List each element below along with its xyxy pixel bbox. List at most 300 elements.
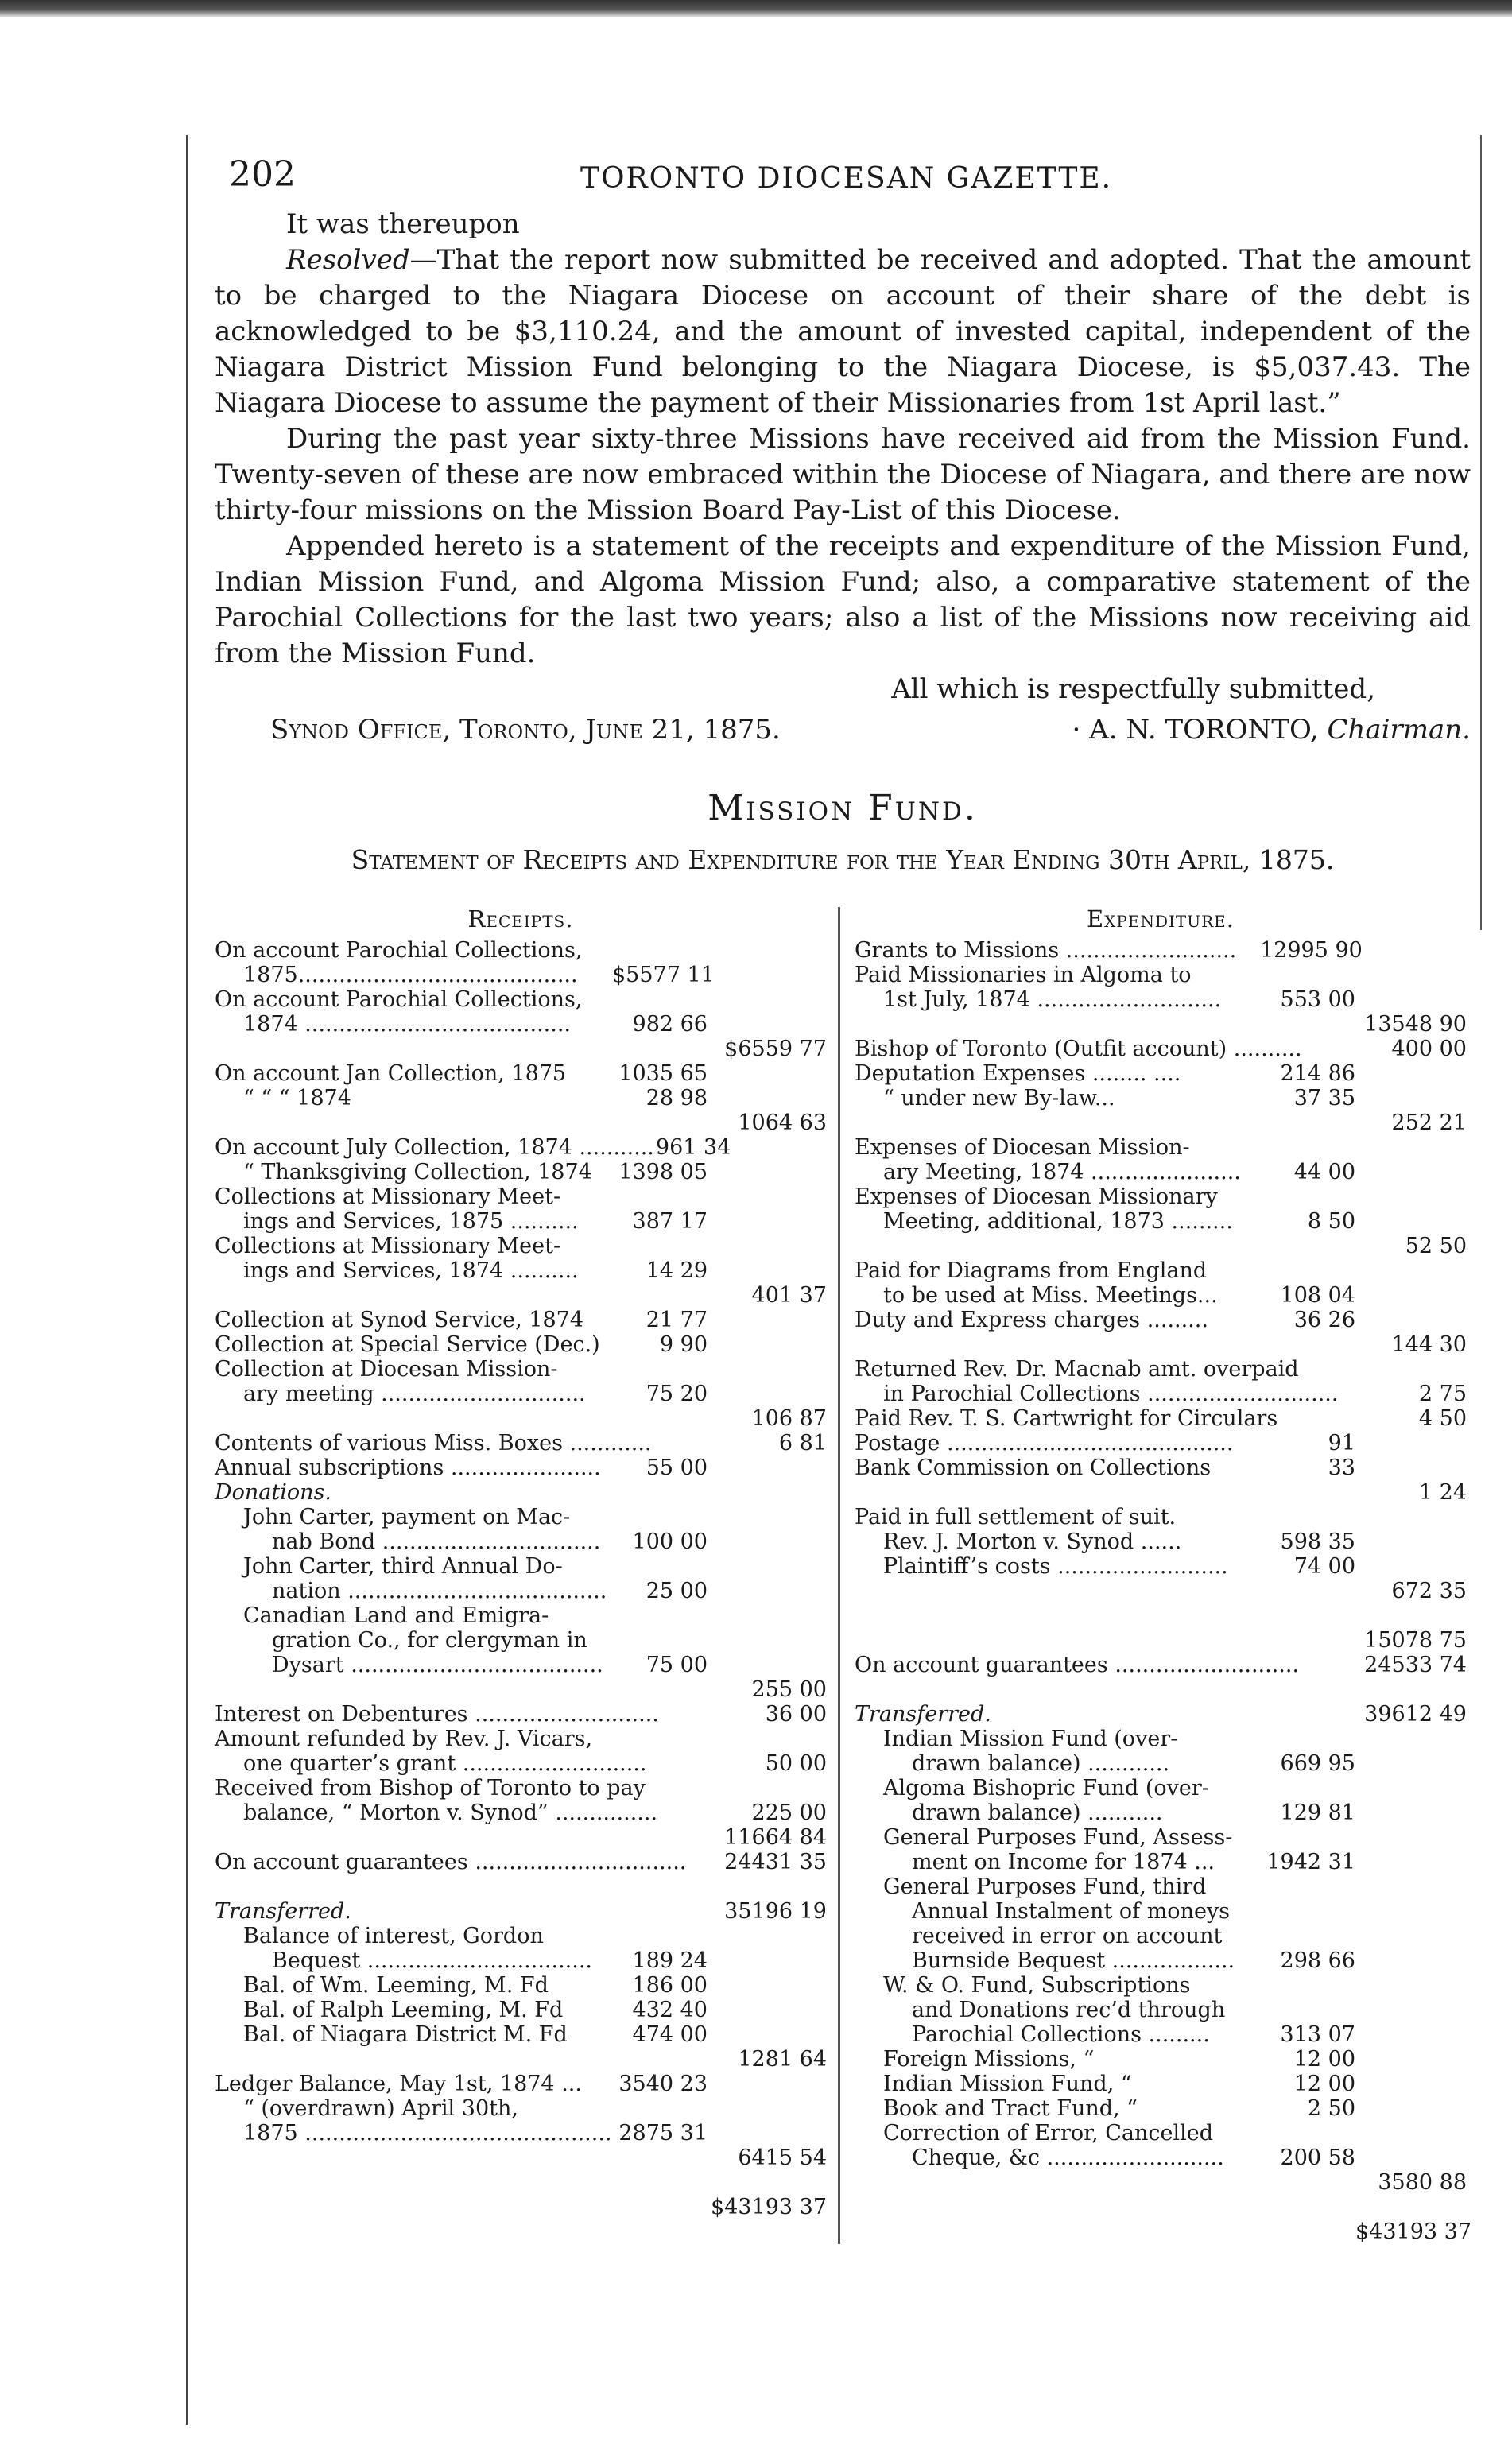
expenditure-row-desc: Burnside Bequest .................. bbox=[912, 1948, 1235, 1973]
expenditure-row-desc bbox=[855, 1332, 1260, 1357]
expenditure-row-desc: Paid for Diagrams from England bbox=[855, 1258, 1208, 1283]
receipts-row bbox=[215, 987, 827, 1012]
expenditure-row-amount: 36 26 bbox=[1293, 1308, 1355, 1332]
expenditure-row-desc: Rev. J. Morton v. Synod ...... bbox=[883, 1529, 1182, 1554]
expenditure-row bbox=[855, 1480, 1467, 1505]
receipts-row bbox=[215, 1332, 827, 1357]
receipts-row-desc: Dysart ..................................... bbox=[272, 1653, 603, 1677]
expenditure-row-amount: 200 58 bbox=[1280, 2146, 1355, 2170]
expenditure-row bbox=[855, 2146, 1467, 2170]
receipts-row bbox=[215, 1308, 827, 1332]
expenditure-row-desc: General Purposes Fund, third bbox=[883, 1874, 1207, 1899]
expenditure-row bbox=[855, 1924, 1467, 1948]
receipts-row bbox=[215, 1677, 827, 1702]
expenditure-row bbox=[855, 1135, 1467, 1160]
receipts-row bbox=[215, 2072, 827, 2096]
receipts-row-amount: 474 00 bbox=[632, 2022, 708, 2047]
receipts-row-desc: 1875 ............................................. bbox=[243, 2121, 612, 2146]
receipts-row-desc: On account July Collection, 1874 ........... bbox=[215, 1135, 654, 1160]
receipts-row bbox=[215, 1111, 827, 1135]
receipts-row bbox=[215, 2146, 827, 2170]
expenditure-row-desc: Indian Mission Fund, “ bbox=[883, 2072, 1132, 2096]
expenditure-row-desc: W. & O. Fund, Subscriptions bbox=[883, 1973, 1191, 1998]
expenditure-row bbox=[855, 1308, 1467, 1332]
expenditure-row-amount: 1942 31 bbox=[1266, 1850, 1355, 1874]
receipts-row-total: 35196 19 bbox=[724, 1899, 827, 1924]
expenditure-row-total: $43193 37 bbox=[1355, 2219, 1472, 2244]
receipts-row bbox=[215, 963, 827, 987]
paragraph-thereupon: It was thereupon bbox=[286, 208, 520, 240]
expenditure-row-desc bbox=[855, 2170, 1260, 2195]
receipts-row-desc: Annual subscriptions ...................... bbox=[215, 1456, 601, 1480]
expenditure-row-desc: Book and Tract Fund, “ bbox=[883, 2096, 1138, 2121]
expenditure-row-desc: Duty and Express charges ......... bbox=[855, 1308, 1208, 1332]
receipts-row-total: $43193 37 bbox=[710, 2195, 827, 2219]
expenditure-row bbox=[855, 1948, 1467, 1973]
receipts-row-amount: 982 66 bbox=[632, 1012, 708, 1037]
expenditure-row-desc bbox=[855, 1628, 1260, 1653]
expenditure-row bbox=[855, 1160, 1467, 1184]
receipts-row bbox=[215, 1727, 827, 1751]
receipts-row-desc: 1874 ....................................... bbox=[243, 1012, 572, 1037]
receipts-row-amount: 186 00 bbox=[632, 1973, 708, 1998]
receipts-row-desc bbox=[215, 1406, 612, 1431]
receipts-row bbox=[215, 1899, 827, 1924]
expenditure-row bbox=[855, 1431, 1467, 1456]
receipts-row bbox=[215, 1061, 827, 1086]
expenditure-row-desc: Cheque, &c .......................... bbox=[912, 2146, 1224, 2170]
receipts-row bbox=[215, 1702, 827, 1727]
expenditure-row bbox=[855, 1899, 1467, 1924]
receipts-row-total: 1064 63 bbox=[738, 1111, 827, 1135]
receipts-row-amount: 961 34 bbox=[655, 1135, 731, 1160]
page-header bbox=[215, 135, 1471, 207]
expenditure-row-amount: 669 95 bbox=[1280, 1751, 1355, 1776]
expenditure-row-total: 672 35 bbox=[1391, 1579, 1467, 1603]
receipts-row-desc: Collection at Special Service (Dec.) bbox=[215, 1332, 600, 1357]
receipts-row-total: 50 00 bbox=[765, 1751, 827, 1776]
expenditure-row-desc: Paid in full settlement of suit. bbox=[855, 1505, 1177, 1529]
expenditure-row bbox=[855, 1529, 1467, 1554]
receipts-row-amount: 2875 31 bbox=[618, 2121, 708, 2146]
receipts-row bbox=[215, 1825, 827, 1850]
expenditure-row bbox=[855, 963, 1467, 987]
expenditure-heading: Expenditure. bbox=[1087, 905, 1235, 932]
expenditure-row-total: 144 30 bbox=[1391, 1332, 1467, 1357]
expenditure-row-desc: Correction of Error, Cancelled bbox=[883, 2121, 1214, 2146]
receipts-row-desc: Collections at Missionary Meet- bbox=[215, 1184, 561, 1209]
expenditure-row bbox=[855, 2121, 1467, 2146]
receipts-row-desc bbox=[215, 2195, 612, 2219]
receipts-heading: Receipts. bbox=[467, 905, 574, 932]
expenditure-row-desc bbox=[855, 1677, 1260, 1702]
signatory-name: · A. N. TORONTO, bbox=[1072, 714, 1319, 746]
receipts-row bbox=[215, 1012, 827, 1037]
expenditure-row-desc: Plaintiff’s costs ......................... bbox=[883, 1554, 1228, 1579]
receipts-row bbox=[215, 1628, 827, 1653]
receipts-row-desc: gration Co., for clergyman in bbox=[272, 1628, 587, 1653]
expenditure-row bbox=[855, 1184, 1467, 1209]
expenditure-row-desc: and Donations rec’d through bbox=[912, 1998, 1226, 2022]
expenditure-row bbox=[855, 1456, 1467, 1480]
expenditure-row-desc bbox=[855, 1480, 1260, 1505]
expenditure-row-amount: 91 bbox=[1328, 1431, 1355, 1456]
expenditure-row-amount: 298 66 bbox=[1280, 1948, 1355, 1973]
receipts-row bbox=[215, 1973, 827, 1998]
receipts-row-amount: $5577 11 bbox=[612, 963, 715, 987]
receipts-row-amount: 75 20 bbox=[646, 1382, 708, 1406]
expenditure-row-total: 1 24 bbox=[1418, 1480, 1467, 1505]
receipts-row-desc: “ Thanksgiving Collection, 1874 bbox=[243, 1160, 592, 1184]
expenditure-row bbox=[855, 1554, 1467, 1579]
expenditure-row-amount: 108 04 bbox=[1280, 1283, 1355, 1308]
paragraph-appended: Appended hereto is a statement of the receipts and expenditure of the Mission Fund, Indian Mission Fund, and Algoma Mission Fund; also, a comparative statement of the Parochial Collections for the last two years; also a list of the Missions now receiving aid from the Mission Fund. bbox=[215, 530, 1471, 669]
receipts-row bbox=[215, 1751, 827, 1776]
accounts-table bbox=[215, 907, 1471, 2244]
receipts-row-desc: “ “ “ 1874 bbox=[243, 1086, 351, 1111]
receipts-row-desc: one quarter’s grant ........................... bbox=[243, 1751, 647, 1776]
expenditure-row bbox=[855, 2072, 1467, 2096]
receipts-row-desc: Bal. of Ralph Leeming, M. Fd bbox=[243, 1998, 564, 2022]
expenditure-row-amount: 2 50 bbox=[1307, 2096, 1355, 2121]
expenditure-row bbox=[855, 1012, 1467, 1037]
expenditure-row bbox=[855, 1702, 1467, 1727]
receipts-row-total: 401 37 bbox=[751, 1283, 827, 1308]
receipts-row bbox=[215, 1357, 827, 1382]
receipts-row-desc: On account Parochial Collections, bbox=[215, 987, 583, 1012]
receipts-row-desc: Contents of various Miss. Boxes ............ bbox=[215, 1431, 652, 1456]
expenditure-row-desc: ary Meeting, 1874 ...................... bbox=[883, 1160, 1241, 1184]
paragraph-resolved bbox=[215, 242, 1471, 421]
expenditure-row-amount: 33 bbox=[1328, 1456, 1355, 1480]
expenditure-row bbox=[855, 1727, 1467, 1751]
expenditure-row bbox=[855, 987, 1467, 1012]
receipts-row-total: 6415 54 bbox=[738, 2146, 827, 2170]
receipts-row-amount: 3540 23 bbox=[618, 2072, 708, 2096]
receipts-row-desc: 1875......................................... bbox=[243, 963, 578, 987]
expenditure-row bbox=[855, 1751, 1467, 1776]
receipts-row-total: $6559 77 bbox=[724, 1037, 827, 1061]
receipts-row bbox=[215, 1258, 827, 1283]
receipts-row-amount: 55 00 bbox=[646, 1456, 708, 1480]
expenditure-column bbox=[840, 905, 1472, 2244]
receipts-row bbox=[215, 2022, 827, 2047]
receipts-row bbox=[215, 1037, 827, 1061]
receipts-row-desc: nab Bond ................................ bbox=[272, 1529, 601, 1554]
expenditure-row-desc: General Purposes Fund, Assess- bbox=[883, 1825, 1233, 1850]
receipts-row-desc bbox=[215, 1037, 612, 1061]
expenditure-row bbox=[855, 1406, 1467, 1431]
receipts-row-desc: balance, “ Morton v. Synod” ............... bbox=[243, 1801, 658, 1825]
expenditure-row-amount: 44 00 bbox=[1293, 1160, 1355, 1184]
expenditure-row bbox=[855, 1579, 1467, 1603]
receipts-row-amount: 75 00 bbox=[646, 1653, 708, 1677]
receipts-row-total: 255 00 bbox=[751, 1677, 827, 1702]
receipts-row bbox=[215, 1850, 827, 1874]
expenditure-row bbox=[855, 1850, 1467, 1874]
receipts-row-desc: Canadian Land and Emigra- bbox=[243, 1603, 549, 1628]
receipts-row-desc: Ledger Balance, May 1st, 1874 ... bbox=[215, 2072, 582, 2096]
expenditure-row-desc bbox=[855, 2195, 1260, 2219]
receipts-row bbox=[215, 1406, 827, 1431]
receipts-row-total: 225 00 bbox=[751, 1801, 827, 1825]
receipts-row-amount: 100 00 bbox=[632, 1529, 708, 1554]
expenditure-row-amount: 12995 90 bbox=[1260, 938, 1363, 963]
receipts-row-desc: Amount refunded by Rev. J. Vicars, bbox=[215, 1727, 593, 1751]
scan-top-band bbox=[0, 0, 1512, 17]
expenditure-row-total: 3580 88 bbox=[1378, 2170, 1467, 2195]
expenditure-row bbox=[855, 1801, 1467, 1825]
expenditure-row bbox=[855, 1209, 1467, 1234]
receipts-row bbox=[215, 1480, 827, 1505]
receipts-row-amount: 432 40 bbox=[632, 1998, 708, 2022]
expenditure-row-amount: 74 00 bbox=[1293, 1554, 1355, 1579]
receipts-row-total: 36 00 bbox=[765, 1702, 827, 1727]
page-border-left bbox=[186, 135, 188, 2425]
expenditure-row bbox=[855, 1998, 1467, 2022]
receipts-row-desc: Transferred. bbox=[215, 1899, 351, 1924]
expenditure-row bbox=[855, 1111, 1467, 1135]
receipts-row bbox=[215, 2096, 827, 2121]
expenditure-row bbox=[855, 1677, 1467, 1702]
receipts-row-desc: Received from Bishop of Toronto to pay bbox=[215, 1776, 646, 1801]
expenditure-row-amount: 12 00 bbox=[1293, 2047, 1355, 2072]
expenditure-row bbox=[855, 2096, 1467, 2121]
expenditure-row bbox=[855, 1505, 1467, 1529]
expenditure-row-total: 24533 74 bbox=[1364, 1653, 1467, 1677]
receipts-row-desc: Collection at Synod Service, 1874 bbox=[215, 1308, 584, 1332]
receipts-row-desc bbox=[215, 1874, 612, 1899]
receipts-row bbox=[215, 1948, 827, 1973]
receipts-row bbox=[215, 1086, 827, 1111]
receipts-row bbox=[215, 1924, 827, 1948]
expenditure-row-desc: Postage .......................................... bbox=[855, 1431, 1234, 1456]
expenditure-row bbox=[855, 1234, 1467, 1258]
receipts-row bbox=[215, 1382, 827, 1406]
expenditure-row-desc: Foreign Missions, “ bbox=[883, 2047, 1095, 2072]
receipts-row bbox=[215, 2170, 827, 2195]
receipts-row-amount: 387 17 bbox=[632, 1209, 708, 1234]
expenditure-row-desc: Returned Rev. Dr. Macnab amt. overpaid bbox=[855, 1357, 1299, 1382]
expenditure-row-desc: Bishop of Toronto (Outfit account) .......... bbox=[855, 1037, 1302, 1061]
expenditure-row-desc: Grants to Missions ......................... bbox=[855, 938, 1237, 963]
receipts-row bbox=[215, 1456, 827, 1480]
receipts-row-desc: Collection at Diocesan Mission- bbox=[215, 1357, 558, 1382]
expenditure-row-desc: Meeting, additional, 1873 ......... bbox=[883, 1209, 1233, 1234]
receipts-row-total: 24431 35 bbox=[724, 1850, 827, 1874]
receipts-row-desc: John Carter, payment on Mac- bbox=[243, 1505, 571, 1529]
submitted-line: All which is respectfully submitted, bbox=[891, 673, 1375, 705]
expenditure-row-desc: Transferred. bbox=[855, 1702, 991, 1727]
expenditure-row bbox=[855, 1357, 1467, 1382]
receipts-row-desc bbox=[215, 1677, 612, 1702]
signatory bbox=[1072, 712, 1471, 748]
expenditure-row bbox=[855, 2022, 1467, 2047]
expenditure-row-desc bbox=[855, 1579, 1260, 1603]
expenditure-row bbox=[855, 1603, 1467, 1628]
receipts-row-desc: ings and Services, 1875 .......... bbox=[243, 1209, 579, 1234]
expenditure-row bbox=[855, 1653, 1467, 1677]
receipts-row bbox=[215, 1653, 827, 1677]
expenditure-row bbox=[855, 1061, 1467, 1086]
synod-office-date: Synod Office, Toronto, June 21, 1875. bbox=[270, 714, 781, 746]
expenditure-row-desc: received in error on account bbox=[912, 1924, 1223, 1948]
receipts-row-desc: Collections at Missionary Meet- bbox=[215, 1234, 561, 1258]
expenditure-row-desc: in Parochial Collections ............................ bbox=[883, 1382, 1339, 1406]
expenditure-row-total: 52 50 bbox=[1405, 1234, 1467, 1258]
expenditure-row bbox=[855, 1258, 1467, 1283]
receipts-row-desc: ary meeting .............................. bbox=[243, 1382, 586, 1406]
receipts-row-total: 106 87 bbox=[751, 1406, 827, 1431]
signature-line bbox=[215, 712, 1471, 748]
receipts-row-desc: Interest on Debentures ........................... bbox=[215, 1702, 659, 1727]
receipts-row bbox=[215, 1554, 827, 1579]
expenditure-row-amount: 553 00 bbox=[1280, 987, 1355, 1012]
receipts-row bbox=[215, 1776, 827, 1801]
receipts-row-desc: On account Parochial Collections, bbox=[215, 938, 583, 963]
receipts-row-amount: 1398 05 bbox=[618, 1160, 708, 1184]
receipts-row-desc: Bal. of Niagara District M. Fd bbox=[243, 2022, 568, 2047]
receipts-row bbox=[215, 1529, 827, 1554]
receipts-row bbox=[215, 1505, 827, 1529]
expenditure-row bbox=[855, 1825, 1467, 1850]
receipts-row-amount: 14 29 bbox=[646, 1258, 708, 1283]
expenditure-row-desc bbox=[855, 1603, 1260, 1628]
receipts-row-desc: On account guarantees ............................... bbox=[215, 1850, 687, 1874]
expenditure-row bbox=[855, 2170, 1467, 2195]
receipts-row bbox=[215, 1160, 827, 1184]
receipts-row-total: 6 81 bbox=[778, 1431, 827, 1456]
expenditure-row-desc bbox=[855, 1234, 1260, 1258]
receipts-row-desc bbox=[215, 2146, 612, 2170]
expenditure-row-desc: Annual Instalment of moneys bbox=[912, 1899, 1231, 1924]
receipts-row-desc: nation ...................................... bbox=[272, 1579, 607, 1603]
receipts-row-total: 1281 64 bbox=[738, 2047, 827, 2072]
expenditure-row bbox=[855, 1973, 1467, 1998]
expenditure-row-desc: “ under new By-law... bbox=[883, 1086, 1115, 1111]
receipts-row-desc bbox=[215, 1825, 612, 1850]
expenditure-row-desc: Expenses of Diocesan Missionary bbox=[855, 1184, 1218, 1209]
expenditure-row-total: 39612 49 bbox=[1364, 1702, 1467, 1727]
expenditure-row bbox=[855, 1874, 1467, 1899]
expenditure-row bbox=[855, 2047, 1467, 2072]
expenditure-row-desc bbox=[855, 2219, 1260, 2244]
receipts-row-desc: Bal. of Wm. Leeming, M. Fd bbox=[243, 1973, 549, 1998]
page-number: 202 bbox=[229, 154, 296, 195]
expenditure-row-desc: drawn balance) ............ bbox=[912, 1751, 1170, 1776]
expenditure-row bbox=[855, 938, 1467, 963]
expenditure-row-desc: On account guarantees ........................... bbox=[855, 1653, 1300, 1677]
expenditure-row bbox=[855, 1382, 1467, 1406]
receipts-row-amount: 1035 65 bbox=[618, 1061, 708, 1086]
expenditure-row-desc: Algoma Bishopric Fund (over- bbox=[883, 1776, 1209, 1801]
expenditure-row-desc: ment on Income for 1874 ... bbox=[912, 1850, 1215, 1874]
expenditure-row bbox=[855, 1283, 1467, 1308]
section-title: Mission Fund. bbox=[708, 788, 978, 828]
resolved-text: —That the report now submitted be received and adopted. That the amount to be charged to the Niagara Diocese on account of their share of the debt is acknowledged to be $3,110.24, and the amount of invested capital, independent of the Niagara District Mission Fund belonging to the Niagara Diocese, is $5,037.43. The Niagara Diocese to assume the payment of their Missionaries from 1st April last.” bbox=[215, 244, 1471, 419]
expenditure-row-desc bbox=[855, 1012, 1260, 1037]
receipts-row-desc: Bequest ................................. bbox=[272, 1948, 592, 1973]
receipts-row bbox=[215, 2047, 827, 2072]
expenditure-row-total: 252 21 bbox=[1391, 1111, 1467, 1135]
receipts-row bbox=[215, 1603, 827, 1628]
receipts-row-desc: ings and Services, 1874 .......... bbox=[243, 1258, 579, 1283]
receipts-row-desc: John Carter, third Annual Do- bbox=[243, 1554, 563, 1579]
expenditure-row-amount: 12 00 bbox=[1293, 2072, 1355, 2096]
expenditure-row-desc: 1st July, 1874 ........................... bbox=[883, 987, 1222, 1012]
expenditure-row bbox=[855, 2219, 1472, 2244]
receipts-row bbox=[215, 1135, 827, 1160]
expenditure-row-desc: Indian Mission Fund (over- bbox=[883, 1727, 1178, 1751]
receipts-row bbox=[215, 1431, 827, 1456]
expenditure-row-amount: 214 86 bbox=[1280, 1061, 1355, 1086]
receipts-row bbox=[215, 1283, 827, 1308]
section-subtitle: Statement of Receipts and Expenditure for the Year Ending 30th April, 1875. bbox=[351, 844, 1335, 875]
expenditure-row-total: 13548 90 bbox=[1364, 1012, 1467, 1037]
receipts-row-desc bbox=[215, 2047, 612, 2072]
receipts-row-desc bbox=[215, 1283, 612, 1308]
expenditure-row bbox=[855, 2195, 1467, 2219]
receipts-column bbox=[215, 907, 838, 2244]
expenditure-row-total: 15078 75 bbox=[1364, 1628, 1467, 1653]
expenditure-row-desc bbox=[855, 1111, 1260, 1135]
receipts-row-total: 11664 84 bbox=[724, 1825, 827, 1850]
expenditure-row-desc: to be used at Miss. Meetings... bbox=[883, 1283, 1218, 1308]
receipts-row-amount: 21 77 bbox=[646, 1308, 708, 1332]
receipts-row-desc bbox=[215, 2170, 612, 2195]
receipts-row bbox=[215, 1579, 827, 1603]
resolved-lead: Resolved bbox=[286, 244, 410, 276]
expenditure-row-desc: Deputation Expenses ........ .... bbox=[855, 1061, 1181, 1086]
page-border-right bbox=[1480, 135, 1482, 930]
gazette-page bbox=[215, 135, 1471, 2244]
signatory-role: Chairman. bbox=[1327, 714, 1471, 746]
receipts-row bbox=[215, 2195, 827, 2219]
receipts-row-desc: “ (overdrawn) April 30th, bbox=[243, 2096, 518, 2121]
receipts-row-desc bbox=[215, 1111, 612, 1135]
expenditure-row bbox=[855, 1037, 1467, 1061]
expenditure-row-amount: 598 35 bbox=[1280, 1529, 1355, 1554]
receipts-row-amount: 25 00 bbox=[646, 1579, 708, 1603]
expenditure-row-desc: Bank Commission on Collections bbox=[855, 1456, 1212, 1480]
receipts-row-desc: Balance of interest, Gordon bbox=[243, 1924, 544, 1948]
expenditure-row bbox=[855, 1776, 1467, 1801]
expenditure-row-desc: Parochial Collections ......... bbox=[912, 2022, 1210, 2047]
receipts-row-desc: On account Jan Collection, 1875 bbox=[215, 1061, 567, 1086]
report-text bbox=[215, 207, 1471, 748]
receipts-row bbox=[215, 2121, 827, 2146]
expenditure-row-amount: 129 81 bbox=[1280, 1801, 1355, 1825]
expenditure-row-amount: 313 07 bbox=[1280, 2022, 1355, 2047]
expenditure-row-amount: 8 50 bbox=[1307, 1209, 1355, 1234]
expenditure-row bbox=[855, 1628, 1467, 1653]
receipts-row bbox=[215, 1184, 827, 1209]
expenditure-row-desc: drawn balance) ........... bbox=[912, 1801, 1163, 1825]
receipts-row bbox=[215, 1209, 827, 1234]
expenditure-row-desc: Expenses of Diocesan Mission- bbox=[855, 1135, 1190, 1160]
expenditure-row-desc: Paid Missionaries in Algoma to bbox=[855, 963, 1192, 987]
expenditure-row-total: 4 50 bbox=[1418, 1406, 1467, 1431]
receipts-row bbox=[215, 938, 827, 963]
expenditure-row-desc: Paid Rev. T. S. Cartwright for Circulars bbox=[855, 1406, 1278, 1431]
expenditure-row bbox=[855, 1086, 1467, 1111]
receipts-row-desc: Donations. bbox=[215, 1480, 331, 1505]
expenditure-row bbox=[855, 1332, 1467, 1357]
paragraph-missions: During the past year sixty-three Missions have received aid from the Mission Fund. Twenty-seven of these are now embraced within the Diocese of Niagara, and there are now thirty-four missions on the Mission Board Pay-List of this Diocese. bbox=[215, 423, 1471, 526]
receipts-row bbox=[215, 1998, 827, 2022]
receipts-row-amount: 28 98 bbox=[646, 1086, 708, 1111]
running-title: TORONTO DIOCESAN GAZETTE. bbox=[580, 162, 1113, 195]
